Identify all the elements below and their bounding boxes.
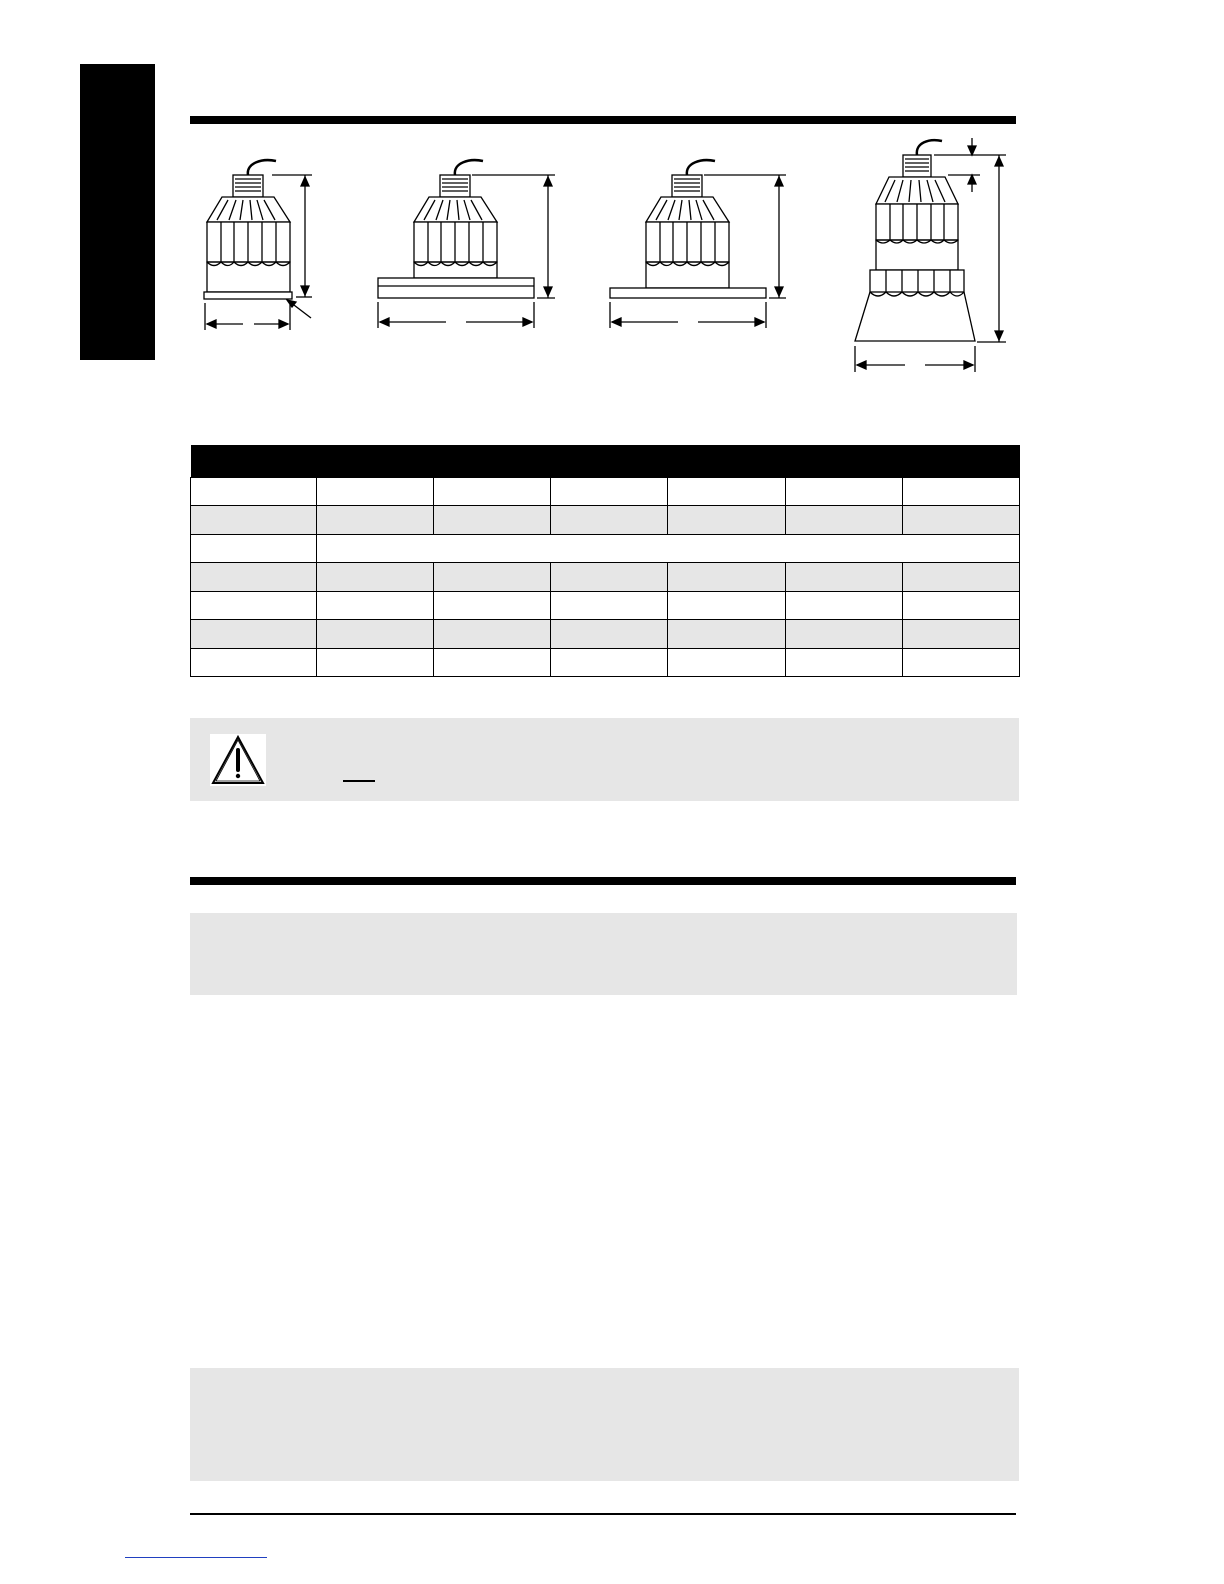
table-cell xyxy=(785,563,902,591)
footer-rule xyxy=(190,1513,1016,1515)
table-cell xyxy=(902,591,1019,619)
table-cell xyxy=(434,648,551,676)
table-row xyxy=(191,563,1020,591)
table-cell xyxy=(785,648,902,676)
footer-link-underline[interactable] xyxy=(125,1557,267,1558)
table-row-label xyxy=(191,620,317,648)
transducer-dimension-drawings xyxy=(170,125,1020,380)
table-cell xyxy=(434,506,551,534)
table-cell xyxy=(668,620,785,648)
table-cell xyxy=(551,648,668,676)
table-row xyxy=(191,534,1020,562)
warning-emphasis-underline xyxy=(343,780,375,782)
table-cell xyxy=(668,591,785,619)
table-cell xyxy=(668,506,785,534)
section-rule-middle xyxy=(190,877,1016,885)
table-cell xyxy=(551,478,668,506)
table-cell xyxy=(317,591,434,619)
table-cell xyxy=(902,648,1019,676)
table-cell xyxy=(317,563,434,591)
table-cell xyxy=(668,478,785,506)
transducer-drawing-2 xyxy=(378,160,555,328)
table-cell xyxy=(317,506,434,534)
side-section-tab xyxy=(80,64,155,360)
table-cell xyxy=(902,506,1019,534)
table-header-row xyxy=(191,445,1020,478)
table-cell xyxy=(317,534,1020,562)
table-row xyxy=(191,648,1020,676)
table-row-label xyxy=(191,563,317,591)
table-row xyxy=(191,620,1020,648)
table-cell xyxy=(551,591,668,619)
table-body xyxy=(191,478,1020,677)
table-row-label xyxy=(191,478,317,506)
transducer-drawing-3 xyxy=(610,160,786,328)
transducer-drawing-1 xyxy=(204,160,312,330)
table-cell xyxy=(317,620,434,648)
footer-text xyxy=(190,1520,1016,1540)
table-cell xyxy=(551,563,668,591)
table-row-label xyxy=(191,506,317,534)
table-header-cell xyxy=(191,445,1020,478)
note-box-1 xyxy=(190,913,1017,995)
table-cell xyxy=(902,620,1019,648)
table-cell xyxy=(551,620,668,648)
note-box-2 xyxy=(190,1368,1019,1481)
table-cell xyxy=(902,563,1019,591)
table-cell xyxy=(902,478,1019,506)
warning-triangle-icon xyxy=(210,734,266,786)
table-row xyxy=(191,591,1020,619)
table-row-label xyxy=(191,591,317,619)
figure-caption xyxy=(190,400,1020,420)
table-cell xyxy=(785,506,902,534)
table-cell xyxy=(434,591,551,619)
table-row-label xyxy=(191,648,317,676)
table-cell xyxy=(434,563,551,591)
table-cell xyxy=(785,591,902,619)
transducer-drawing-4 xyxy=(855,138,1006,372)
table-cell xyxy=(785,620,902,648)
table-cell xyxy=(785,478,902,506)
dimension-spec-table xyxy=(190,445,1020,677)
table-cell xyxy=(551,506,668,534)
table-row-label xyxy=(191,534,317,562)
table-cell xyxy=(668,563,785,591)
table-cell xyxy=(434,478,551,506)
table-row xyxy=(191,478,1020,506)
table-cell xyxy=(317,478,434,506)
table-row xyxy=(191,506,1020,534)
table-cell xyxy=(668,648,785,676)
warning-box xyxy=(190,718,1019,801)
section-rule-top xyxy=(190,116,1016,124)
table-cell xyxy=(317,648,434,676)
table-cell xyxy=(434,620,551,648)
